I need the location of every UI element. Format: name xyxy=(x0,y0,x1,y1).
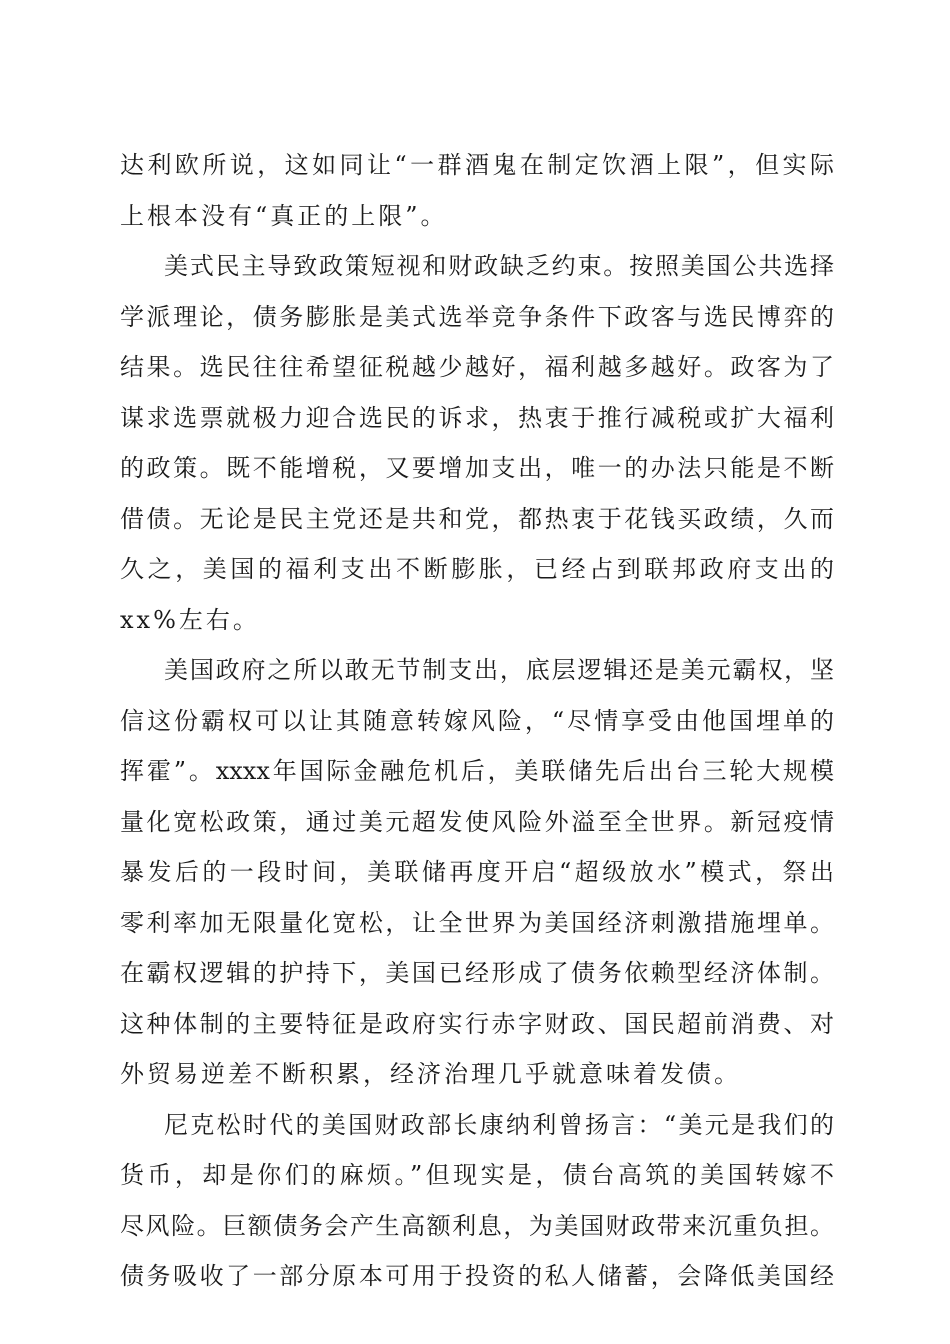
text-line: 借债。无论是民主党还是共和党，都热衷于花钱买政绩，久而 xyxy=(120,504,834,533)
text-line: 挥霍”。xxxx年国际金融危机后，美联储先后出台三轮大规模 xyxy=(120,757,834,785)
text-line: 零利率加无限量化宽松，让全世界为美国经济刺激措施埋单。 xyxy=(120,908,834,937)
text-line: 上根本没有“真正的上限”。 xyxy=(120,201,448,230)
text-line: 暴发后的一段时间，美联储再度开启“超级放水”模式，祭出 xyxy=(120,858,834,886)
text-line: 美式民主导致政策短视和财政缺乏约束。按照美国公共选择 xyxy=(164,252,834,280)
text-line: xx%左右。 xyxy=(120,605,260,634)
text-line: 尼克松时代的美国财政部长康纳利曾扬言：“美元是我们的 xyxy=(164,1110,834,1139)
text-line: 货币，却是你们的麻烦。”但现实是，债台高筑的美国转嫁不 xyxy=(120,1161,834,1189)
text-line: 信这份霸权可以让其随意转嫁风险，“尽情享受由他国埋单的 xyxy=(120,706,834,735)
text-line: 的政策。既不能增税，又要增加支出，唯一的办法只能是不断 xyxy=(120,454,834,482)
body-text xyxy=(120,140,834,1302)
text-line: 久之，美国的福利支出不断膨胀，已经占到联邦政府支出的 xyxy=(120,555,834,583)
text-line: 美国政府之所以敢无节制支出，底层逻辑还是美元霸权，坚 xyxy=(164,656,834,684)
text-line: 这种体制的主要特征是政府实行赤字财政、国民超前消费、对 xyxy=(120,1009,834,1038)
text-line: 学派理论，债务膨胀是美式选举竞争条件下政客与选民博弈的 xyxy=(120,302,834,331)
text-line: 尽风险。巨额债务会产生高额利息，为美国财政带来沉重负担。 xyxy=(120,1211,834,1240)
text-line: 外贸易逆差不断积累，经济治理几乎就意味着发债。 xyxy=(120,1060,741,1088)
text-line: 达利欧所说，这如同让“一群酒鬼在制定饮酒上限”，但实际 xyxy=(120,151,834,179)
text-line: 在霸权逻辑的护持下，美国已经形成了债务依赖型经济体制。 xyxy=(120,959,834,987)
text-line: 量化宽松政策，通过美元超发使风险外溢至全世界。新冠疫情 xyxy=(120,807,834,836)
text-line: 谋求选票就极力迎合选民的诉求，热衷于推行减税或扩大福利 xyxy=(120,403,834,432)
text-line: 债务吸收了一部分原本可用于投资的私人储蓄，会降低美国经 xyxy=(120,1262,834,1290)
text-line: 结果。选民往往希望征税越少越好，福利越多越好。政客为了 xyxy=(120,353,834,381)
